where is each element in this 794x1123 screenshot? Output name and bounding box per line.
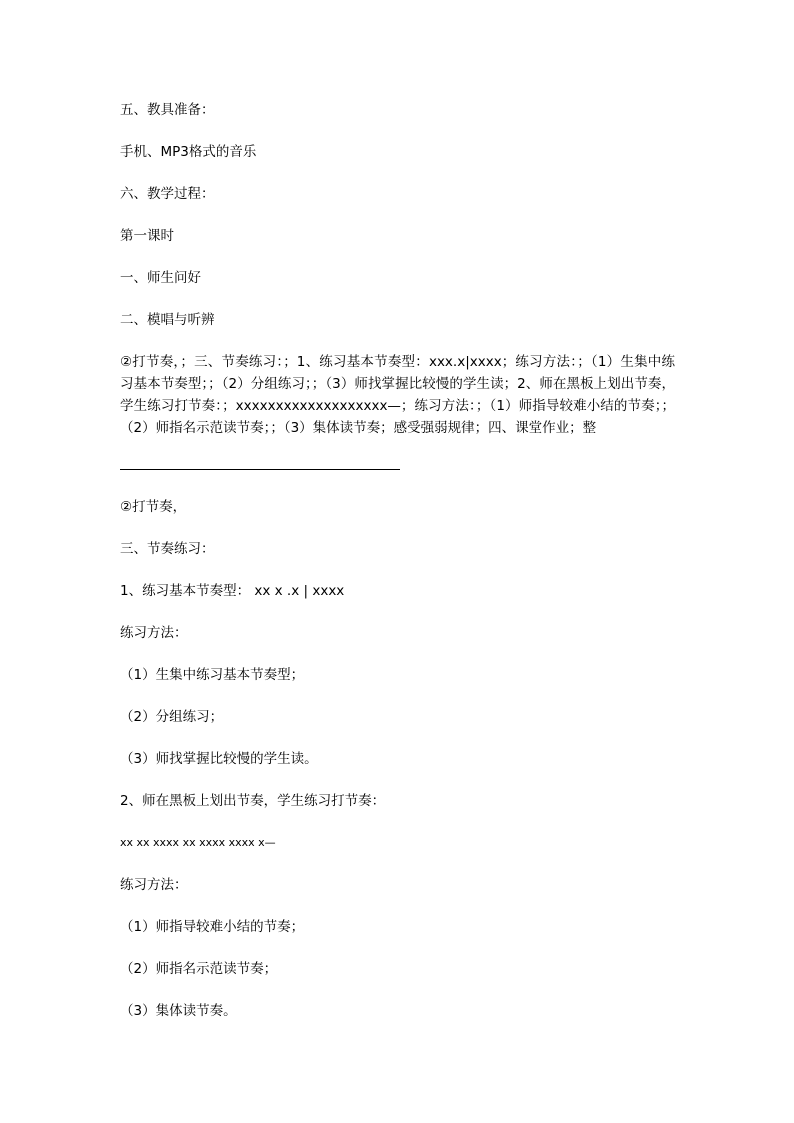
method-item-3: （3）师找掌握比较慢的学生读。 [120, 751, 318, 767]
practice-method-label-1: 练习方法： [120, 625, 188, 641]
basic-rhythm-pattern: 1、练习基本节奏型： xx x .x | xxxx [120, 583, 345, 599]
step-imitate-listen: 二、模唱与听辨 [120, 312, 215, 328]
method-item-2: （2）分组练习； [120, 709, 224, 725]
divider-line [120, 469, 400, 470]
method2-item-3: （3）集体读节奏。 [120, 1003, 237, 1019]
summary-paragraph: ②打节奏，；三、节奏练习：；1、练习基本节奏型：xxx.x|xxxx；练习方法：；（1）生集中练习基本节奏型；；（2）分组练习；；（3）师找掌握比较慢的学生读；2、师在黑板上划出节奏，学生练习打节奏：；xxxxxxxxxxxxxxxxxxx—；练习方法：；（1）师指导较难小结的节奏；；（2）师指名示范读节奏；；（3）集体读节奏；感受强弱规律；四、课堂作业；整 [120, 354, 675, 436]
method2-item-2: （2）师指名示范读节奏； [120, 961, 278, 977]
method-item-1: （1）生集中练习基本节奏型； [120, 667, 305, 683]
section-heading-teaching-aids: 五、教具准备： [120, 102, 215, 118]
clap-rhythm-text: ②打节奏， [120, 499, 187, 515]
section-heading-rhythm-practice: 三、节奏练习： [120, 541, 215, 557]
lesson-title: 第一课时 [120, 228, 174, 244]
practice-method-label-2: 练习方法： [120, 877, 188, 893]
rhythm-notation: xx xx xxxx xx xxxx xxxx x— [120, 836, 276, 849]
section-heading-teaching-process: 六、教学过程： [120, 186, 215, 202]
blackboard-rhythm-step: 2、师在黑板上划出节奏，学生练习打节奏： [120, 793, 386, 809]
method2-item-1: （1）师指导较难小结的节奏； [120, 919, 305, 935]
document-content [120, 99, 675, 1022]
step-greeting: 一、师生问好 [120, 270, 201, 286]
teaching-aids-text: 手机、MP3格式的音乐 [120, 144, 257, 160]
